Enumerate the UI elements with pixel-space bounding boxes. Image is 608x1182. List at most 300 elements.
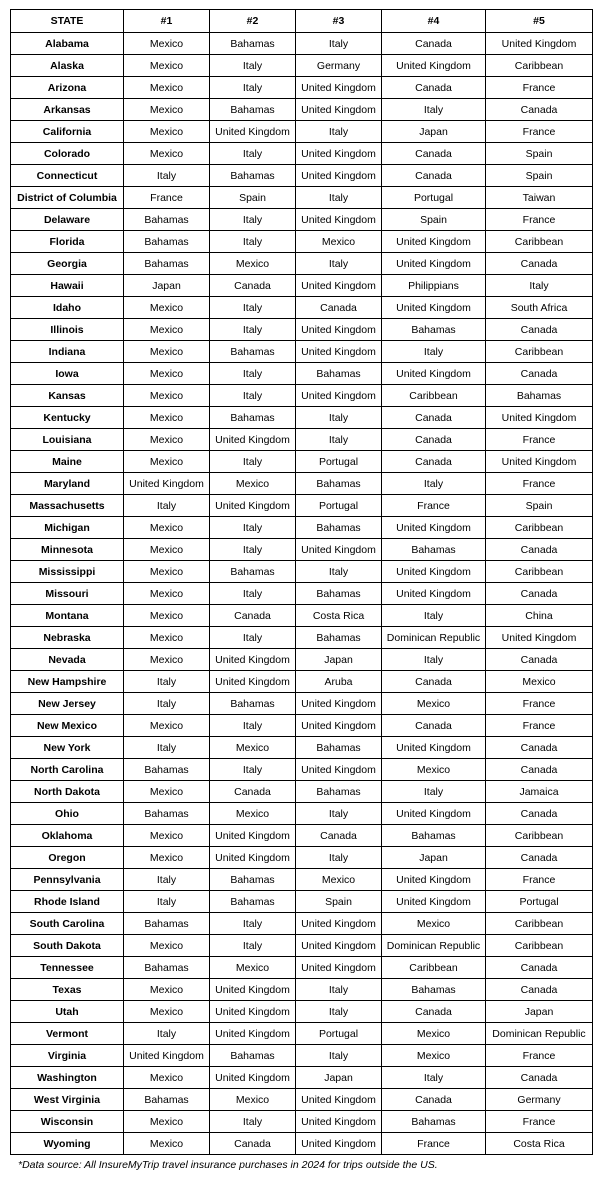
state-cell: Michigan: [11, 517, 124, 539]
state-cell: Maryland: [11, 473, 124, 495]
state-cell: Nebraska: [11, 627, 124, 649]
table-row: [11, 803, 593, 825]
rank-5-cell: Canada: [486, 847, 593, 869]
rank-4-cell: Italy: [382, 99, 486, 121]
state-cell: Alaska: [11, 55, 124, 77]
rank-3-cell: Portugal: [296, 1023, 382, 1045]
rank-3-cell: United Kingdom: [296, 693, 382, 715]
rank-5-cell: France: [486, 693, 593, 715]
header-row: [11, 10, 593, 33]
state-cell: West Virginia: [11, 1089, 124, 1111]
table-row: [11, 957, 593, 979]
rank-3-cell: United Kingdom: [296, 77, 382, 99]
rank-2-cell: Italy: [210, 143, 296, 165]
rank-5-cell: Canada: [486, 1067, 593, 1089]
rank-2-cell: Italy: [210, 759, 296, 781]
table-row: [11, 253, 593, 275]
rank-4-cell: Dominican Republic: [382, 935, 486, 957]
rank-4-cell: United Kingdom: [382, 297, 486, 319]
rank-5-cell: Dominican Republic: [486, 1023, 593, 1045]
state-cell: Indiana: [11, 341, 124, 363]
rank-3-cell: Italy: [296, 33, 382, 55]
rank-2-cell: Mexico: [210, 737, 296, 759]
table-row: [11, 473, 593, 495]
state-cell: Illinois: [11, 319, 124, 341]
rank-1-cell: Mexico: [124, 363, 210, 385]
rank-4-cell: United Kingdom: [382, 363, 486, 385]
rank-4-cell: Canada: [382, 1001, 486, 1023]
rank-3-cell: Aruba: [296, 671, 382, 693]
state-cell: Montana: [11, 605, 124, 627]
rank-4-cell: Bahamas: [382, 825, 486, 847]
rank-4-cell: France: [382, 495, 486, 517]
rank-3-cell: Bahamas: [296, 583, 382, 605]
state-cell: Ohio: [11, 803, 124, 825]
rank-5-cell: Canada: [486, 583, 593, 605]
table-row: [11, 539, 593, 561]
table-row: [11, 1023, 593, 1045]
rank-2-cell: United Kingdom: [210, 495, 296, 517]
rank-3-cell: Bahamas: [296, 517, 382, 539]
rank-2-cell: Bahamas: [210, 891, 296, 913]
rank-2-cell: United Kingdom: [210, 1001, 296, 1023]
state-cell: Maine: [11, 451, 124, 473]
rank-2-cell: Italy: [210, 451, 296, 473]
rank-3-cell: Italy: [296, 561, 382, 583]
rank-4-cell: Italy: [382, 605, 486, 627]
rank-3-cell: Japan: [296, 649, 382, 671]
rank-3-cell: Bahamas: [296, 363, 382, 385]
state-cell: Hawaii: [11, 275, 124, 297]
rank-2-cell: United Kingdom: [210, 649, 296, 671]
rank-4-cell: Canada: [382, 451, 486, 473]
rank-1-cell: Mexico: [124, 451, 210, 473]
rank-2-cell: Italy: [210, 231, 296, 253]
rank-3-cell: United Kingdom: [296, 1111, 382, 1133]
table-row: [11, 55, 593, 77]
rank-5-cell: France: [486, 121, 593, 143]
state-cell: Arizona: [11, 77, 124, 99]
table-row: [11, 605, 593, 627]
rank-4-cell: United Kingdom: [382, 737, 486, 759]
table-row: [11, 1089, 593, 1111]
rank-1-cell: United Kingdom: [124, 473, 210, 495]
state-cell: Alabama: [11, 33, 124, 55]
rank-5-cell: Canada: [486, 979, 593, 1001]
rank-4-cell: United Kingdom: [382, 583, 486, 605]
rank-4-cell: Caribbean: [382, 957, 486, 979]
rank-1-cell: Mexico: [124, 781, 210, 803]
state-cell: Georgia: [11, 253, 124, 275]
rank-2-cell: Italy: [210, 539, 296, 561]
table-row: [11, 1067, 593, 1089]
rank-5-cell: France: [486, 869, 593, 891]
rank-2-cell: Italy: [210, 363, 296, 385]
table-row: [11, 1133, 593, 1155]
rank-3-cell: United Kingdom: [296, 209, 382, 231]
header-rank-3: #3: [296, 10, 382, 33]
rank-3-cell: Italy: [296, 979, 382, 1001]
state-cell: North Carolina: [11, 759, 124, 781]
rank-4-cell: Japan: [382, 847, 486, 869]
state-cell: Pennsylvania: [11, 869, 124, 891]
rank-2-cell: Bahamas: [210, 407, 296, 429]
rank-3-cell: Japan: [296, 1067, 382, 1089]
rank-1-cell: Italy: [124, 671, 210, 693]
table-row: [11, 231, 593, 253]
rank-1-cell: Italy: [124, 737, 210, 759]
table-row: [11, 407, 593, 429]
state-cell: New Hampshire: [11, 671, 124, 693]
rank-3-cell: Italy: [296, 407, 382, 429]
rank-1-cell: Bahamas: [124, 759, 210, 781]
rank-1-cell: Italy: [124, 1023, 210, 1045]
table-row: [11, 693, 593, 715]
rank-4-cell: Canada: [382, 77, 486, 99]
rank-5-cell: United Kingdom: [486, 407, 593, 429]
rank-1-cell: Mexico: [124, 539, 210, 561]
rank-3-cell: Italy: [296, 121, 382, 143]
rank-3-cell: Italy: [296, 429, 382, 451]
table-row: [11, 649, 593, 671]
rank-4-cell: United Kingdom: [382, 891, 486, 913]
rank-4-cell: Mexico: [382, 913, 486, 935]
rank-2-cell: Bahamas: [210, 869, 296, 891]
rank-3-cell: United Kingdom: [296, 957, 382, 979]
rank-3-cell: United Kingdom: [296, 341, 382, 363]
state-cell: Colorado: [11, 143, 124, 165]
rank-3-cell: Italy: [296, 253, 382, 275]
table-row: [11, 33, 593, 55]
rank-1-cell: Mexico: [124, 605, 210, 627]
rank-3-cell: United Kingdom: [296, 539, 382, 561]
rank-1-cell: Mexico: [124, 847, 210, 869]
table-row: [11, 275, 593, 297]
rank-1-cell: Mexico: [124, 649, 210, 671]
rank-3-cell: Germany: [296, 55, 382, 77]
rank-4-cell: France: [382, 1133, 486, 1155]
rank-4-cell: Bahamas: [382, 979, 486, 1001]
rank-5-cell: Canada: [486, 319, 593, 341]
rank-4-cell: Canada: [382, 143, 486, 165]
table-row: [11, 583, 593, 605]
table-row: [11, 319, 593, 341]
rank-1-cell: Mexico: [124, 825, 210, 847]
table-row: [11, 825, 593, 847]
rank-2-cell: Bahamas: [210, 1045, 296, 1067]
rank-1-cell: Mexico: [124, 99, 210, 121]
rank-4-cell: United Kingdom: [382, 517, 486, 539]
rank-4-cell: Mexico: [382, 759, 486, 781]
rank-5-cell: United Kingdom: [486, 451, 593, 473]
state-cell: New York: [11, 737, 124, 759]
rank-5-cell: Canada: [486, 759, 593, 781]
rank-3-cell: United Kingdom: [296, 1089, 382, 1111]
rank-2-cell: Italy: [210, 1111, 296, 1133]
rank-3-cell: Bahamas: [296, 737, 382, 759]
state-cell: North Dakota: [11, 781, 124, 803]
rank-3-cell: United Kingdom: [296, 1133, 382, 1155]
rank-1-cell: Mexico: [124, 121, 210, 143]
rank-5-cell: Canada: [486, 649, 593, 671]
state-cell: Connecticut: [11, 165, 124, 187]
rank-4-cell: Bahamas: [382, 319, 486, 341]
rank-2-cell: United Kingdom: [210, 979, 296, 1001]
rank-5-cell: Caribbean: [486, 517, 593, 539]
state-cell: South Carolina: [11, 913, 124, 935]
table-row: [11, 737, 593, 759]
rank-4-cell: Italy: [382, 473, 486, 495]
state-cell: Rhode Island: [11, 891, 124, 913]
rank-2-cell: Canada: [210, 781, 296, 803]
table-row: [11, 451, 593, 473]
rank-1-cell: Mexico: [124, 385, 210, 407]
state-cell: Minnesota: [11, 539, 124, 561]
rank-3-cell: United Kingdom: [296, 715, 382, 737]
rank-2-cell: Italy: [210, 55, 296, 77]
state-cell: California: [11, 121, 124, 143]
table-row: [11, 429, 593, 451]
state-cell: Virginia: [11, 1045, 124, 1067]
state-cell: Texas: [11, 979, 124, 1001]
state-cell: Kentucky: [11, 407, 124, 429]
rank-5-cell: France: [486, 1045, 593, 1067]
state-cell: Tennessee: [11, 957, 124, 979]
rank-1-cell: Bahamas: [124, 803, 210, 825]
table-row: [11, 891, 593, 913]
rank-3-cell: United Kingdom: [296, 99, 382, 121]
rank-5-cell: France: [486, 473, 593, 495]
rank-2-cell: United Kingdom: [210, 1023, 296, 1045]
rank-1-cell: Mexico: [124, 77, 210, 99]
rank-3-cell: Canada: [296, 825, 382, 847]
rank-2-cell: Spain: [210, 187, 296, 209]
table-row: [11, 935, 593, 957]
rank-1-cell: United Kingdom: [124, 1045, 210, 1067]
rank-3-cell: Bahamas: [296, 781, 382, 803]
rank-4-cell: Canada: [382, 715, 486, 737]
rank-2-cell: Mexico: [210, 253, 296, 275]
rank-5-cell: Canada: [486, 363, 593, 385]
rank-4-cell: Caribbean: [382, 385, 486, 407]
rank-2-cell: Italy: [210, 297, 296, 319]
rank-5-cell: Canada: [486, 803, 593, 825]
rank-3-cell: Portugal: [296, 495, 382, 517]
table-row: [11, 77, 593, 99]
destinations-table: [10, 9, 593, 1155]
rank-1-cell: France: [124, 187, 210, 209]
state-cell: Vermont: [11, 1023, 124, 1045]
rank-5-cell: France: [486, 429, 593, 451]
table-row: [11, 671, 593, 693]
rank-3-cell: Italy: [296, 1045, 382, 1067]
rank-5-cell: Caribbean: [486, 55, 593, 77]
rank-2-cell: Italy: [210, 209, 296, 231]
state-cell: Louisiana: [11, 429, 124, 451]
rank-4-cell: Dominican Republic: [382, 627, 486, 649]
state-cell: Mississippi: [11, 561, 124, 583]
rank-2-cell: Italy: [210, 319, 296, 341]
rank-1-cell: Mexico: [124, 561, 210, 583]
table-row: [11, 561, 593, 583]
rank-1-cell: Mexico: [124, 429, 210, 451]
rank-3-cell: Spain: [296, 891, 382, 913]
rank-5-cell: Caribbean: [486, 935, 593, 957]
table-row: [11, 165, 593, 187]
rank-5-cell: Bahamas: [486, 385, 593, 407]
header-state: STATE: [11, 10, 124, 33]
rank-5-cell: Caribbean: [486, 825, 593, 847]
rank-1-cell: Italy: [124, 693, 210, 715]
rank-5-cell: South Africa: [486, 297, 593, 319]
rank-5-cell: Canada: [486, 957, 593, 979]
rank-3-cell: Portugal: [296, 451, 382, 473]
rank-2-cell: Canada: [210, 1133, 296, 1155]
state-cell: Florida: [11, 231, 124, 253]
rank-3-cell: Italy: [296, 187, 382, 209]
rank-3-cell: United Kingdom: [296, 913, 382, 935]
rank-2-cell: Mexico: [210, 1089, 296, 1111]
rank-5-cell: Canada: [486, 737, 593, 759]
rank-2-cell: Italy: [210, 77, 296, 99]
rank-1-cell: Mexico: [124, 297, 210, 319]
rank-4-cell: Italy: [382, 341, 486, 363]
rank-5-cell: Canada: [486, 539, 593, 561]
rank-1-cell: Mexico: [124, 33, 210, 55]
table-row: [11, 495, 593, 517]
rank-3-cell: United Kingdom: [296, 165, 382, 187]
table-row: [11, 759, 593, 781]
rank-2-cell: Bahamas: [210, 693, 296, 715]
rank-5-cell: United Kingdom: [486, 627, 593, 649]
rank-2-cell: Italy: [210, 715, 296, 737]
rank-5-cell: Taiwan: [486, 187, 593, 209]
state-cell: Massachusetts: [11, 495, 124, 517]
rank-3-cell: United Kingdom: [296, 759, 382, 781]
table-row: [11, 121, 593, 143]
rank-4-cell: Spain: [382, 209, 486, 231]
rank-4-cell: Canada: [382, 671, 486, 693]
rank-1-cell: Japan: [124, 275, 210, 297]
rank-3-cell: United Kingdom: [296, 275, 382, 297]
rank-2-cell: Italy: [210, 517, 296, 539]
rank-4-cell: Mexico: [382, 693, 486, 715]
rank-5-cell: Spain: [486, 143, 593, 165]
rank-4-cell: United Kingdom: [382, 561, 486, 583]
rank-4-cell: Japan: [382, 121, 486, 143]
rank-2-cell: United Kingdom: [210, 847, 296, 869]
table-row: [11, 385, 593, 407]
state-cell: Delaware: [11, 209, 124, 231]
rank-5-cell: Canada: [486, 99, 593, 121]
rank-4-cell: Canada: [382, 33, 486, 55]
table-row: [11, 913, 593, 935]
rank-1-cell: Mexico: [124, 1067, 210, 1089]
rank-4-cell: United Kingdom: [382, 869, 486, 891]
rank-2-cell: Italy: [210, 935, 296, 957]
table-row: [11, 715, 593, 737]
rank-2-cell: Italy: [210, 385, 296, 407]
state-cell: Utah: [11, 1001, 124, 1023]
rank-1-cell: Bahamas: [124, 209, 210, 231]
rank-4-cell: United Kingdom: [382, 803, 486, 825]
rank-5-cell: Costa Rica: [486, 1133, 593, 1155]
table-row: [11, 781, 593, 803]
rank-4-cell: United Kingdom: [382, 55, 486, 77]
rank-1-cell: Italy: [124, 495, 210, 517]
rank-1-cell: Italy: [124, 869, 210, 891]
table-row: [11, 99, 593, 121]
table-row: [11, 297, 593, 319]
rank-1-cell: Bahamas: [124, 1089, 210, 1111]
rank-3-cell: United Kingdom: [296, 935, 382, 957]
rank-4-cell: Canada: [382, 407, 486, 429]
header-rank-4: #4: [382, 10, 486, 33]
rank-5-cell: France: [486, 77, 593, 99]
state-cell: Idaho: [11, 297, 124, 319]
rank-4-cell: Italy: [382, 649, 486, 671]
table-row: [11, 1111, 593, 1133]
rank-3-cell: Italy: [296, 1001, 382, 1023]
rank-4-cell: Italy: [382, 781, 486, 803]
state-cell: Kansas: [11, 385, 124, 407]
rank-5-cell: Caribbean: [486, 913, 593, 935]
table-row: [11, 1045, 593, 1067]
rank-2-cell: Bahamas: [210, 33, 296, 55]
rank-1-cell: Mexico: [124, 55, 210, 77]
rank-4-cell: Canada: [382, 165, 486, 187]
rank-2-cell: Mexico: [210, 473, 296, 495]
rank-1-cell: Mexico: [124, 407, 210, 429]
table-row: [11, 979, 593, 1001]
rank-4-cell: United Kingdom: [382, 253, 486, 275]
rank-2-cell: Mexico: [210, 803, 296, 825]
rank-2-cell: Canada: [210, 275, 296, 297]
rank-1-cell: Italy: [124, 891, 210, 913]
rank-3-cell: United Kingdom: [296, 143, 382, 165]
rank-1-cell: Mexico: [124, 715, 210, 737]
state-cell: South Dakota: [11, 935, 124, 957]
rank-3-cell: Mexico: [296, 869, 382, 891]
state-cell: Oklahoma: [11, 825, 124, 847]
table-row: [11, 869, 593, 891]
rank-1-cell: Mexico: [124, 979, 210, 1001]
table-row: [11, 209, 593, 231]
table-row: [11, 363, 593, 385]
rank-1-cell: Mexico: [124, 1001, 210, 1023]
rank-1-cell: Bahamas: [124, 253, 210, 275]
rank-5-cell: Caribbean: [486, 341, 593, 363]
rank-5-cell: Mexico: [486, 671, 593, 693]
table-row: [11, 847, 593, 869]
rank-3-cell: Mexico: [296, 231, 382, 253]
rank-1-cell: Mexico: [124, 627, 210, 649]
rank-1-cell: Mexico: [124, 1133, 210, 1155]
table-row: [11, 143, 593, 165]
rank-4-cell: Bahamas: [382, 539, 486, 561]
rank-3-cell: Italy: [296, 803, 382, 825]
rank-5-cell: France: [486, 209, 593, 231]
rank-4-cell: United Kingdom: [382, 231, 486, 253]
rank-1-cell: Mexico: [124, 517, 210, 539]
rank-4-cell: Italy: [382, 1067, 486, 1089]
rank-5-cell: France: [486, 715, 593, 737]
state-cell: Wyoming: [11, 1133, 124, 1155]
rank-1-cell: Mexico: [124, 583, 210, 605]
rank-2-cell: United Kingdom: [210, 121, 296, 143]
table-row: [11, 1001, 593, 1023]
rank-5-cell: Germany: [486, 1089, 593, 1111]
